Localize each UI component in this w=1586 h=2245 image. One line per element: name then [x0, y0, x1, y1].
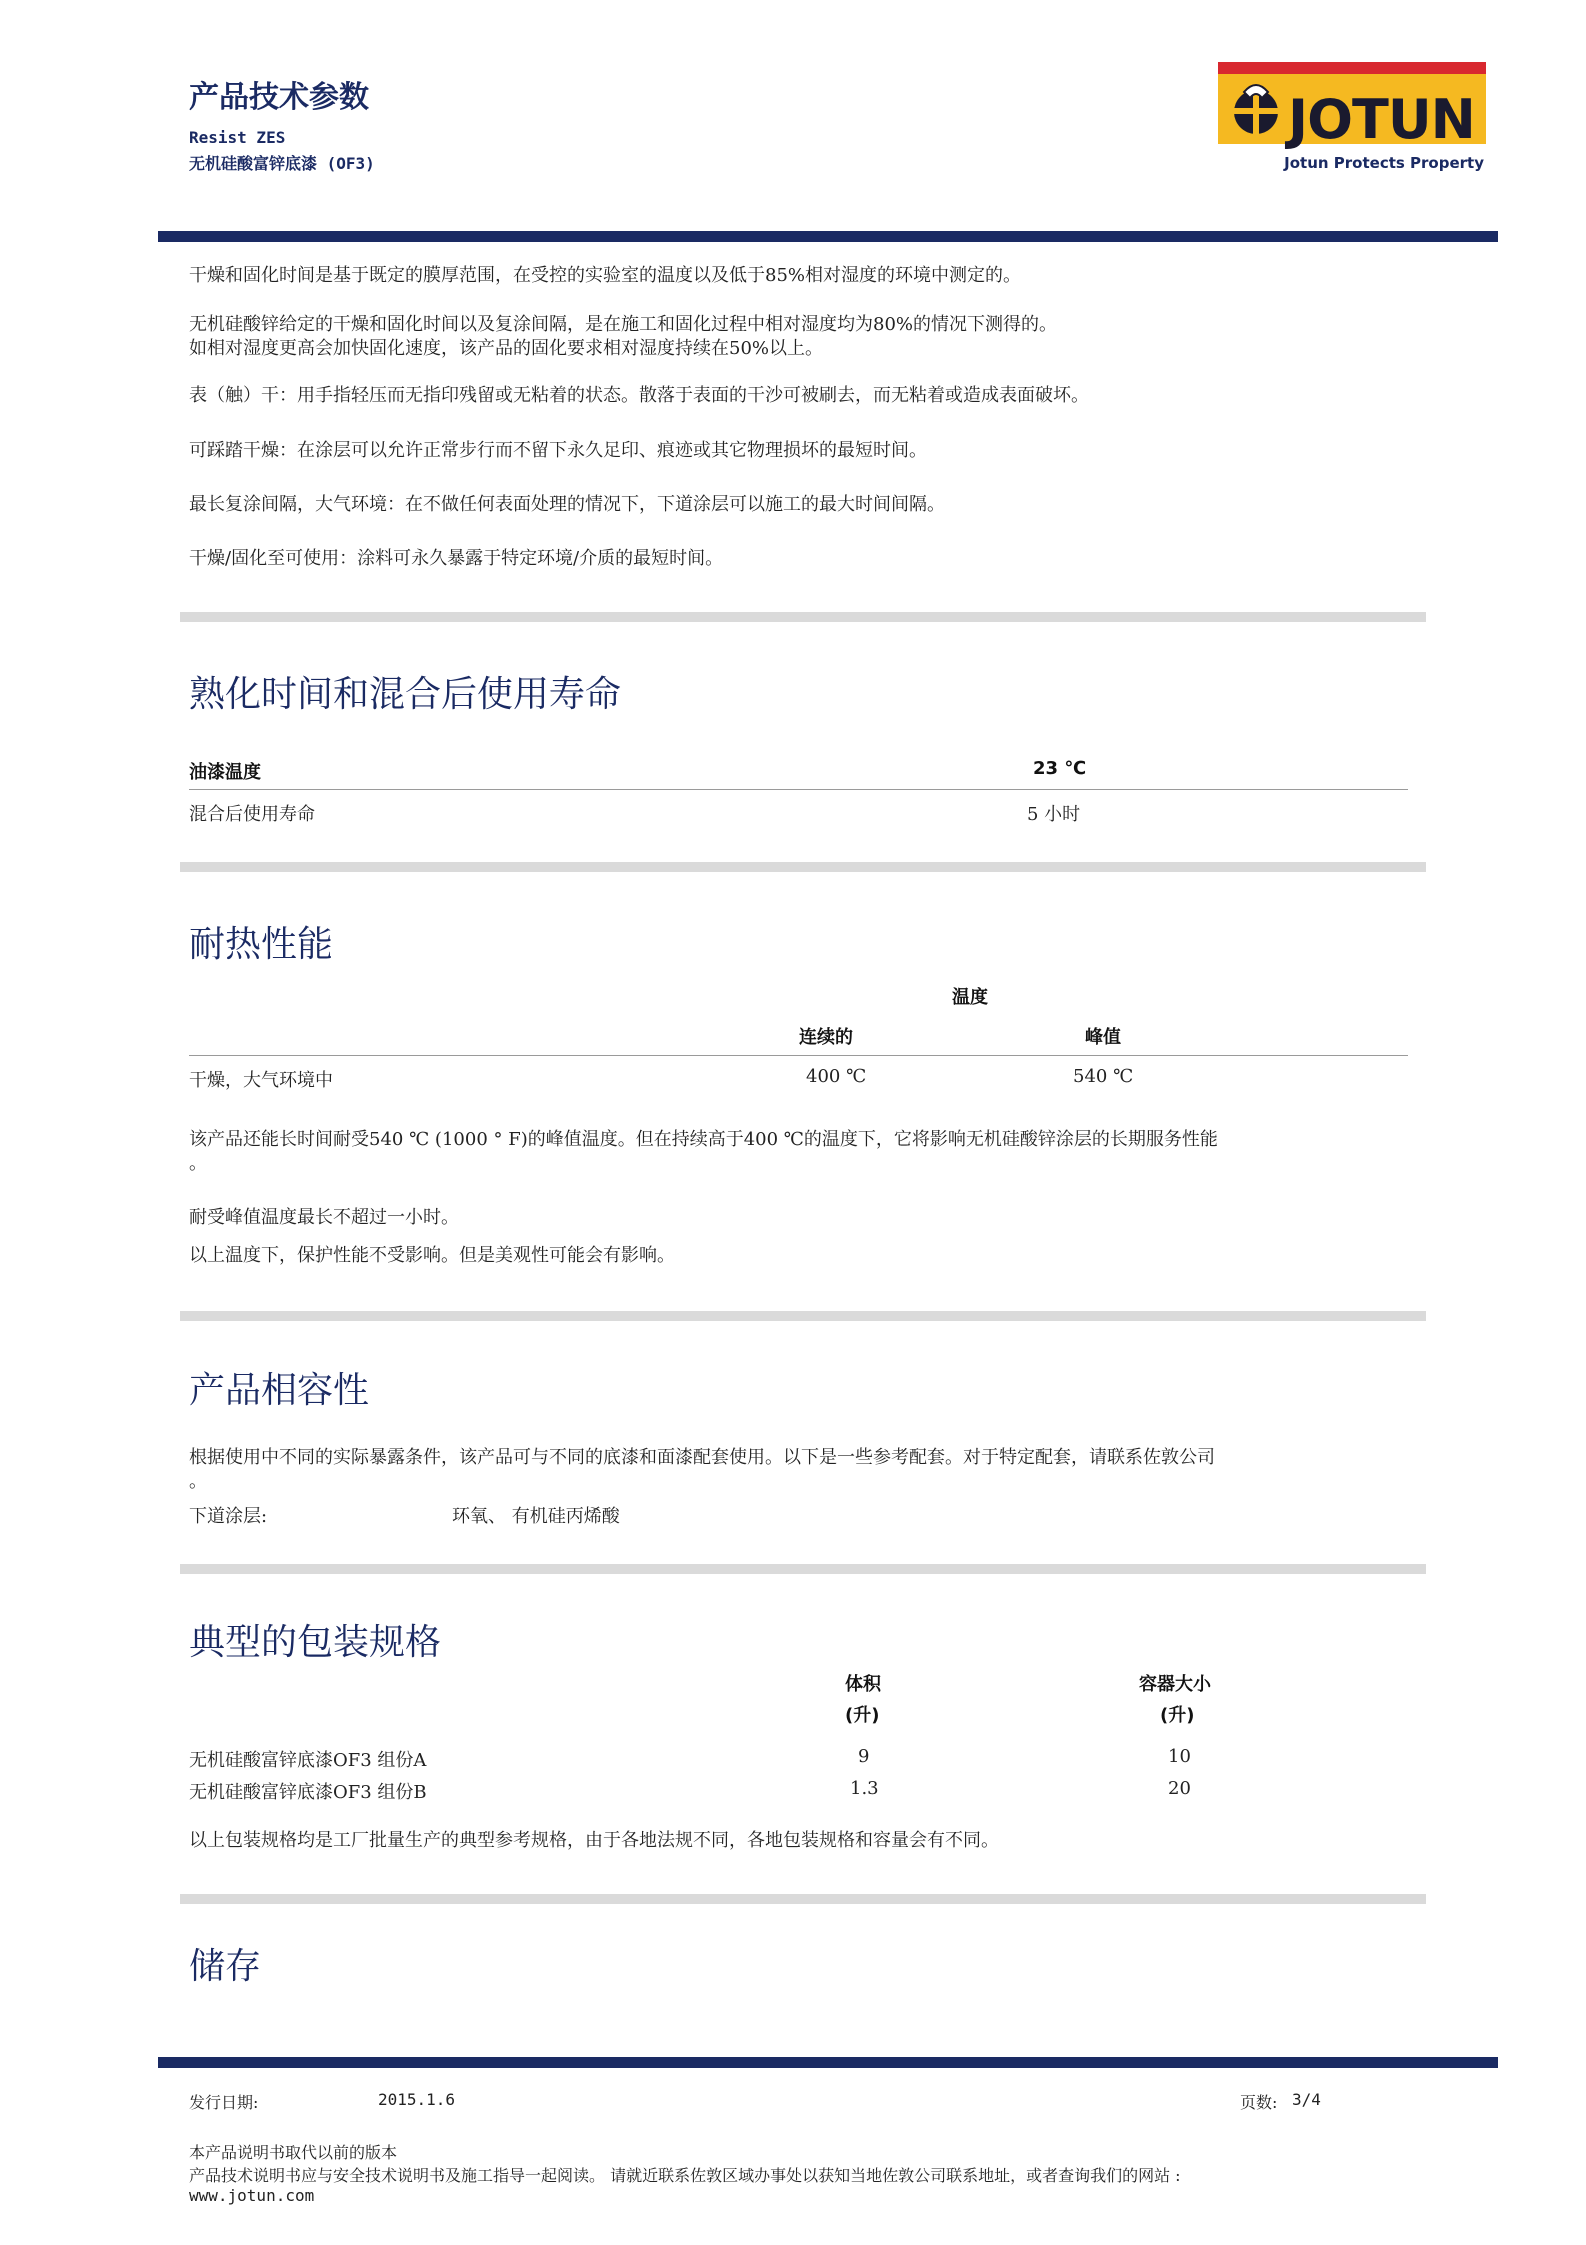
logo-red-bar	[1218, 62, 1486, 74]
footer-divider	[158, 2057, 1498, 2068]
pot-life-row-value: 5 小时	[1027, 804, 1081, 825]
section-divider	[180, 612, 1426, 622]
section-divider	[180, 1564, 1426, 1574]
section-divider	[180, 1894, 1426, 1904]
pack-col-volume-unit: (升)	[845, 1705, 880, 1726]
footer-page-label: 页数:	[1240, 2093, 1278, 2112]
heat-group-header: 温度	[952, 987, 988, 1008]
footer-page-value: 3/4	[1292, 2090, 1321, 2109]
pot-life-row-label: 混合后使用寿命	[189, 804, 315, 825]
intro-paragraph-1: 干燥和固化时间是基于既定的膜厚范围，在受控的实验室的温度以及低于85%相对湿度的环境中测定的。	[189, 265, 1022, 286]
pot-life-col-temperature: 油漆温度	[189, 762, 261, 783]
logo-yellow-block	[1218, 74, 1486, 151]
compat-paragraph-b: 。	[189, 1471, 207, 1492]
heat-row-label: 干燥，大气环境中	[189, 1070, 333, 1091]
page-title: 产品技术参数	[189, 80, 369, 115]
jotun-logo	[1218, 62, 1486, 174]
heat-note-1a: 该产品还能长时间耐受540 ℃ (1000 ° F)的峰值温度。但在持续高于400 ℃的温度下，它将影响无机硅酸锌涂层的长期服务性能	[189, 1129, 1218, 1150]
intro-paragraph-2a: 无机硅酸锌给定的干燥和固化时间以及复涂间隔，是在施工和固化过程中相对湿度均为80%的情况下测得的。	[189, 314, 1058, 335]
pack-row-name: 无机硅酸富锌底漆OF3 组份B	[189, 1782, 427, 1803]
intro-paragraph-2b: 如相对湿度更高会加快固化速度，该产品的固化要求相对湿度持续在50%以上。	[189, 338, 824, 359]
table-rule	[189, 1055, 1408, 1056]
heat-col-continuous: 连续的	[799, 1027, 853, 1048]
pack-row-volume: 9	[858, 1746, 870, 1767]
logo-emblem-icon	[1226, 78, 1286, 140]
pack-row-volume: 1.3	[850, 1778, 879, 1799]
compat-topcoat-label: 下道涂层:	[189, 1506, 268, 1527]
intro-paragraph-4: 可踩踏干燥：在涂层可以允许正常步行而不留下永久足印、痕迹或其它物理损坏的最短时间。	[189, 440, 927, 461]
section-divider	[180, 862, 1426, 872]
intro-paragraph-6: 干燥/固化至可使用：涂料可永久暴露于特定环境/介质的最短时间。	[189, 548, 724, 569]
footer-line-2: 产品技术说明书应与安全技术说明书及施工指导一起阅读。 请就近联系佐敦区域办事处以获知当地佐敦公司联系地址，或者查询我们的网站 :	[189, 2166, 1181, 2185]
product-name: Resist ZES	[189, 128, 286, 147]
section-title-pot-life: 熟化时间和混合后使用寿命	[189, 674, 622, 715]
pot-life-col-value: 23 ℃	[1033, 758, 1087, 779]
section-title-packaging: 典型的包装规格	[189, 1622, 442, 1663]
pack-row-size: 10	[1168, 1746, 1191, 1767]
section-title-storage: 储存	[189, 1946, 262, 1987]
intro-paragraph-5: 最长复涂间隔，大气环境：在不做任何表面处理的情况下，下道涂层可以施工的最大时间间隔。	[189, 494, 945, 515]
intro-paragraph-3: 表（触）干：用手指轻压而无指印残留或无粘着的状态。散落于表面的干沙可被刷去，而无粘着或造成表面破坏。	[189, 385, 1089, 406]
pack-row-size: 20	[1168, 1778, 1191, 1799]
heat-note-1b: 。	[189, 1153, 207, 1174]
compat-paragraph-a: 根据使用中不同的实际暴露条件，该产品可与不同的底漆和面漆配套使用。以下是一些参考配套。对于特定配套，请联系佐敦公司	[189, 1447, 1215, 1468]
section-divider	[180, 1311, 1426, 1321]
pack-col-size-unit: (升)	[1160, 1705, 1195, 1726]
footer-date-label: 发行日期:	[189, 2093, 259, 2112]
footer-website-link[interactable]: www.jotun.com	[189, 2186, 315, 2205]
pack-col-volume: 体积	[845, 1674, 881, 1695]
section-title-compat: 产品相容性	[189, 1370, 370, 1411]
pack-row-name: 无机硅酸富锌底漆OF3 组份A	[189, 1750, 427, 1771]
product-subtitle: 无机硅酸富锌底漆 (OF3)	[189, 154, 375, 173]
compat-topcoat-value: 环氧、 有机硅丙烯酸	[452, 1506, 620, 1527]
heat-row-peak: 540 ℃	[1073, 1066, 1134, 1087]
heat-col-peak: 峰值	[1085, 1027, 1121, 1048]
heat-row-continuous: 400 ℃	[806, 1066, 867, 1087]
heat-note-3: 以上温度下，保护性能不受影响。但是美观性可能会有影响。	[189, 1245, 675, 1266]
logo-wordmark: JOTUN	[1288, 88, 1475, 151]
pack-col-size: 容器大小	[1139, 1674, 1211, 1695]
heat-note-2: 耐受峰值温度最长不超过一小时。	[189, 1207, 459, 1228]
pack-note: 以上包装规格均是工厂批量生产的典型参考规格，由于各地法规不同，各地包装规格和容量会有不同。	[189, 1830, 999, 1851]
header-divider	[158, 231, 1498, 242]
footer-line-1: 本产品说明书取代以前的版本	[189, 2143, 398, 2162]
table-rule	[189, 789, 1408, 790]
logo-tagline: Jotun Protects Property	[1284, 154, 1484, 172]
section-title-heat: 耐热性能	[189, 924, 334, 965]
footer-date-value: 2015.1.6	[378, 2090, 456, 2109]
